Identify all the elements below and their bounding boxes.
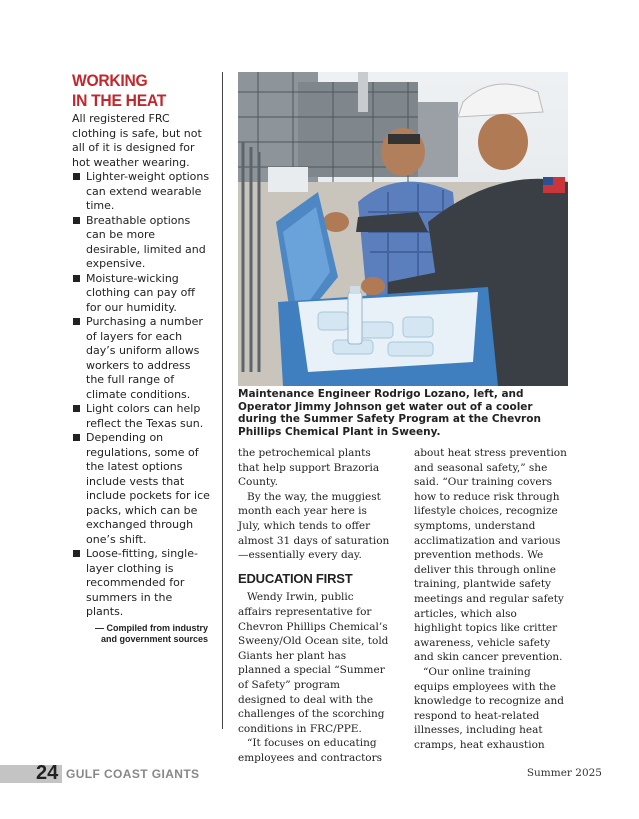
credit-line2: and government sources — [100, 633, 208, 644]
photo-caption: Maintenance Engineer Rodrigo Lozano, left, and Operator Jimmy Johnson get water out of a cooler during the Summer Safety Program at the Chevron Phillips Chemical Plant in Sweeny. — [238, 388, 541, 438]
sidebar-intro: All registered FRC clothing is safe, but not all of it is designed for hot weather wearing. — [72, 112, 202, 169]
sidebar-title-line1: WORKING — [72, 71, 148, 90]
bullet-item: Breathable options can be more desirable, limited and expensive. — [72, 214, 212, 272]
paragraph: Wendy Irwin, public affairs representative for Chevron Phillips Chemical’s Sweeny/Old Ocean site, told Giants her plant has planned a special “Summer of Safety” program designed to deal with the challenges of the scorching conditions in FRC/PPE. — [238, 591, 389, 735]
photo-workers-at-cooler — [238, 72, 568, 386]
paragraph: “It focuses on educating employees and contractors — [238, 737, 383, 764]
bullet-item: Purchasing a number of layers for each day’s uniform allows workers to address the full range of climate conditions. — [72, 315, 212, 402]
magazine-name: GULF COAST GIANTS — [66, 767, 200, 781]
paragraph: “Our online training equips employees with the knowledge to recognize and respond to heat-related illnesses, including heat cramps, heat exhaustion — [414, 665, 564, 751]
page-number: 24 — [36, 762, 59, 784]
paragraph: By the way, the muggiest month each year here is July, which tends to offer almost 31 days of saturation —essentially every day. — [238, 490, 390, 562]
section-subhead: EDUCATION FIRST — [238, 570, 353, 586]
paragraph: the petrochemical plants that help support Brazoria County. — [238, 447, 380, 489]
issue-date: Summer 2025 — [526, 767, 602, 779]
sidebar-working-in-heat — [72, 71, 214, 645]
paragraph: about heat stress prevention and seasonal safety,” she said. “Our training covers how to reduce risk through lifestyle choices, recognize symptoms, understand acclimatization and various prevention methods. We deliver this through online training, plantwide safety meetings and regular safety articles, which also highlight topics like critter awareness, vehicle safety and skin cancer prevention. — [414, 447, 567, 664]
article-column-2 — [414, 446, 568, 752]
sidebar-bullet-list — [72, 170, 214, 620]
bullet-item: Lighter-weight options can extend wearable time. — [72, 170, 212, 214]
article-column-1 — [238, 446, 390, 765]
bullet-item: Moisture-wicking clothing can pay off for our humidity. — [72, 272, 212, 316]
bullet-item: Light colors can help reflect the Texas sun. — [72, 402, 212, 431]
bullet-item: Loose-fitting, single-layer clothing is recommended for summers in the plants. — [72, 547, 212, 620]
bullet-item: Depending on regulations, some of the latest options include vests that include pockets for ice packs, which can be exchanged through one’s shift. — [72, 431, 212, 547]
sidebar-credit — [72, 623, 208, 645]
sidebar-title-line2: IN THE HEAT — [72, 91, 166, 110]
credit-line1: — Compiled from industry — [94, 622, 208, 633]
column-divider — [222, 72, 223, 729]
